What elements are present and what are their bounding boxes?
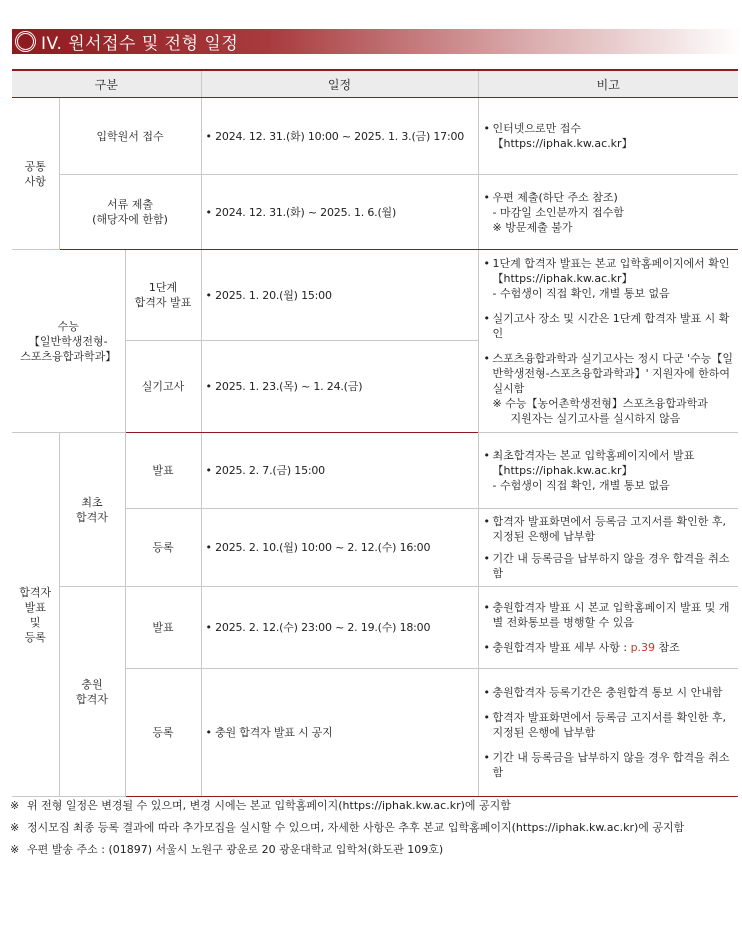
page-reference: p.39 xyxy=(630,641,656,654)
row-label-apply: 입학원서 접수 xyxy=(59,98,201,175)
row-label-first-register: 등록 xyxy=(125,509,201,587)
note-docs: • 우편 제출(하단 주소 참조) - 마감일 소인분까지 접수함 ※ 방문제출 불가 xyxy=(478,175,738,250)
group-pass: 합격자 발표 및 등록 xyxy=(12,433,59,797)
group-suneung: 수능 【일반학생전형- 스포츠융합과학과】 xyxy=(12,250,125,433)
group-common: 공통 사항 xyxy=(12,98,59,250)
table-row xyxy=(12,433,738,509)
university-emblem-icon xyxy=(15,31,36,52)
row-label-extra-announce: 발표 xyxy=(125,587,201,669)
section-title-bar xyxy=(12,29,742,54)
subgroup-first: 최초 합격자 xyxy=(59,433,125,587)
header-schedule: 일정 xyxy=(201,70,478,98)
date-practical: • 2025. 1. 23.(목) ~ 1. 24.(금) xyxy=(201,341,478,433)
note-suneung: • 1단계 합격자 발표는 본교 입학홈페이지에서 확인【https://iphak.kw.ac.kr】 - 수험생이 직접 확인, 개별 통보 없음 • 실기고사 장소 및 시간은 1단계 합격자 발표 시 확인 • 스포츠융합과학과 실기고사는 정시 다군 '수능【일반학생전형-스포츠융합과학과】' 지원자에 한하여 실시함 ※ 수능【농어촌학생전형】스포츠융합과학과 지원자는 실기고사를 실시하지 않음 xyxy=(478,250,738,433)
footnote: ※ 위 전형 일정은 변경될 수 있으며, 변경 시에는 본교 입학홈페이지(https://iphak.kw.ac.kr)에 공지함 xyxy=(10,799,511,812)
header-note: 비고 xyxy=(478,70,738,98)
note-apply: • 인터넷으로만 접수 【https://iphak.kw.ac.kr】 xyxy=(478,98,738,175)
date-docs: • 2024. 12. 31.(화) ~ 2025. 1. 6.(월) xyxy=(201,175,478,250)
subgroup-extra: 충원 합격자 xyxy=(59,587,125,797)
table-header-row xyxy=(12,70,738,98)
table-row xyxy=(12,98,738,175)
date-first-register: • 2025. 2. 10.(월) 10:00 ~ 2. 12.(수) 16:00 xyxy=(201,509,478,587)
row-label-extra-register: 등록 xyxy=(125,669,201,797)
note-first-register: • 합격자 발표화면에서 등록금 고지서를 확인한 후, 지정된 은행에 납부함 • 기간 내 등록금을 납부하지 않을 경우 합격을 취소함 xyxy=(478,509,738,587)
row-label-stage1: 1단계 합격자 발표 xyxy=(125,250,201,341)
footnotes xyxy=(10,798,738,864)
note-first-announce: • 최초합격자는 본교 입학홈페이지에서 발표 【https://iphak.kw.ac.kr】 - 수험생이 직접 확인, 개별 통보 없음 xyxy=(478,433,738,509)
footnote: ※ 우편 발송 주소 : (01897) 서울시 노원구 광운로 20 광운대학교 입학처(화도관 109호) xyxy=(10,843,444,856)
schedule-table xyxy=(12,69,738,797)
row-label-first-announce: 발표 xyxy=(125,433,201,509)
date-first-announce: • 2025. 2. 7.(금) 15:00 xyxy=(201,433,478,509)
table-row xyxy=(12,587,738,669)
table-row xyxy=(12,250,738,341)
row-label-docs: 서류 제출 (해당자에 한함) xyxy=(59,175,201,250)
footnote: ※ 정시모집 최종 등록 결과에 따라 추가모집을 실시할 수 있으며, 자세한 사항은 추후 본교 입학홈페이지(https://iphak.kw.ac.kr)에 공지함 xyxy=(10,821,685,834)
row-label-practical: 실기고사 xyxy=(125,341,201,433)
date-apply: • 2024. 12. 31.(화) 10:00 ~ 2025. 1. 3.(금) 17:00 xyxy=(201,98,478,175)
date-extra-register: • 충원 합격자 발표 시 공지 xyxy=(201,669,478,797)
date-extra-announce: • 2025. 2. 12.(수) 23:00 ~ 2. 19.(수) 18:00 xyxy=(201,587,478,669)
note-extra-announce: • 충원합격자 발표 시 본교 입학홈페이지 발표 및 개별 전화통보를 병행할 수 있음 • 충원합격자 발표 세부 사항 : p.39 참조 xyxy=(478,587,738,669)
section-title: IV. 원서접수 및 전형 일정 xyxy=(41,34,239,54)
table-row xyxy=(12,175,738,250)
header-category: 구분 xyxy=(12,70,201,98)
date-stage1: • 2025. 1. 20.(월) 15:00 xyxy=(201,250,478,341)
note-extra-register: • 충원합격자 등록기간은 충원합격 통보 시 안내함 • 합격자 발표화면에서 등록금 고지서를 확인한 후, 지정된 은행에 납부함 • 기간 내 등록금을 납부하지 않을 경우 합격을 취소함 xyxy=(478,669,738,797)
